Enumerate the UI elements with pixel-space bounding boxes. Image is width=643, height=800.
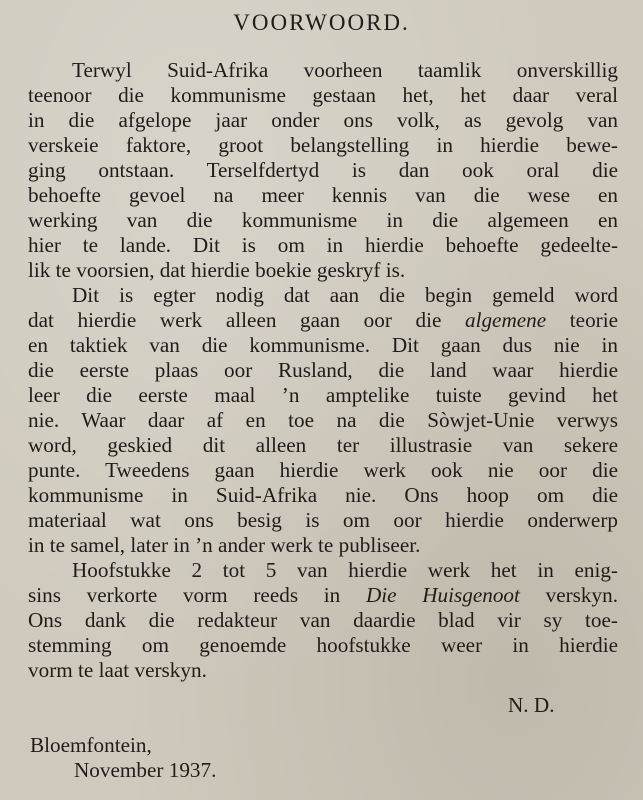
text-line: Hoofstukke 2 tot 5 van hierdie werk het in enig- [72,558,618,582]
text-line: hier te lande. Dit is om in hierdie behoefte gedeelte- [28,233,618,257]
text-line: en taktiek van die kommunisme. Dit gaan dus nie in [28,333,618,357]
text-line: die eerste plaas oor Rusland, die land waar hierdie [28,358,618,382]
text-line: teenoor die kommunisme gestaan het, het daar veral [28,83,618,107]
text-segment: sins verkorte vorm reeds in [28,583,366,607]
preface-body [28,58,618,683]
text-line: stemming om genoemde hoofstukke weer in hierdie [28,633,618,657]
text-line: in die afgelope jaar onder ons volk, as gevolg van [28,108,618,132]
author-initials: N. D. [508,693,555,717]
text-line: Dit is egter nodig dat aan die begin gemeld word [72,283,618,307]
text-line: ging ontstaan. Terselfdertyd is dan ook oral die [28,158,618,182]
text-segment: verskyn. [519,583,618,607]
text-line: vorm te laat verskyn. [28,658,207,682]
text-line: in te samel, later in ’n ander werk te publiseer. [28,533,421,557]
text-line: punte. Tweedens gaan hierdie werk ook nie oor die [28,458,618,482]
text-line: word, geskied dit alleen ter illustrasie van sekere [28,433,618,457]
text-line: nie. Waar daar af en toe na die Sòwjet-Unie verwys [28,408,618,432]
text-line: Terwyl Suid-Afrika voorheen taamlik onverskillig [72,58,618,82]
text-line: Ons dank die redakteur van daardie blad vir sy toe- [28,608,618,632]
text-segment: dat hierdie werk alleen gaan oor die [28,308,465,332]
page-heading: VOORWOORD. [233,10,410,35]
text-line: verskeie faktore, groot belangstelling in hierdie bewe- [28,133,618,157]
text-segment: teorie [546,308,619,332]
date-line: November 1937. [74,758,217,782]
text-line: materiaal wat ons besig is om oor hierdie onderwerp [28,508,618,532]
place-line: Bloemfontein, [30,733,152,757]
text-line: leer die eerste maal ’n amptelike tuiste gevind het [28,383,618,407]
text-line: werking van die kommunisme in die algemeen en [28,208,618,232]
emphasized-title: Die Huisgenoot [365,583,520,607]
text-line [28,583,618,608]
emphasized-term: algemene [464,308,547,332]
text-line: behoefte gevoel na meer kennis van die wese en [28,183,618,207]
text-line: lik te voorsien, dat hierdie boekie geskryf is. [28,258,406,282]
text-line [28,308,618,333]
text-line: kommunisme in Suid-Afrika nie. Ons hoop om die [28,483,618,507]
